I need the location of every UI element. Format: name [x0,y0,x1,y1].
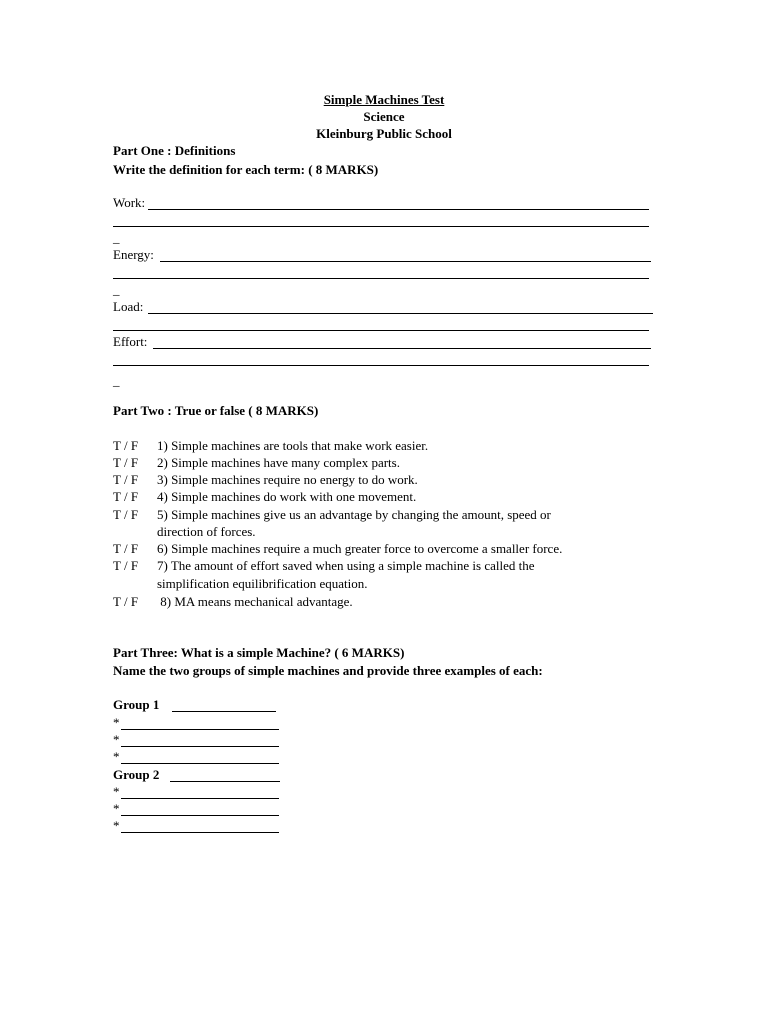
tf-choice-8[interactable]: T / F [113,594,139,609]
tf-choice-7[interactable]: T / F [113,558,139,573]
subject-line: Science [363,109,405,124]
bullet: * [113,818,120,833]
part-one-heading: Part One : Definitions [113,143,236,158]
bullet: * [113,732,120,747]
term-energy-label: Energy: [113,247,154,262]
bullet: * [113,715,120,730]
effort-answer-line[interactable] [153,348,651,349]
question-5-continued: direction of forces. [157,524,256,539]
load-answer-line[interactable] [148,313,653,314]
question-6: 6) Simple machines require a much greater force to overcome a smaller force. [157,541,563,556]
stray-underscore-2: _ [113,282,120,297]
energy-answer-line-2[interactable] [113,278,649,279]
group-1-name-line[interactable] [172,711,276,712]
tf-choice-6[interactable]: T / F [113,541,139,556]
test-title: Simple Machines Test [323,92,445,107]
question-2: 2) Simple machines have many complex parts. [157,455,400,470]
school-name: Kleinburg Public School [316,126,452,141]
question-3: 3) Simple machines require no energy to do work. [157,472,418,487]
part-three-heading: Part Three: What is a simple Machine? ( 6 MARKS) [113,645,405,660]
question-4: 4) Simple machines do work with one movement. [157,489,417,504]
part-two-heading: Part Two : True or false ( 8 MARKS) [113,403,319,418]
effort-answer-line-2[interactable] [113,365,649,366]
group-2-label: Group 2 [113,767,160,782]
work-answer-line[interactable] [148,209,649,210]
term-load-label: Load: [113,299,144,314]
group-2-example-2-line[interactable] [121,815,279,816]
tf-choice-4[interactable]: T / F [113,489,139,504]
term-effort-label: Effort: [113,334,148,349]
group-2-example-3-line[interactable] [121,832,279,833]
group-1-label: Group 1 [113,697,160,712]
term-work-label: Work: [113,195,146,210]
tf-choice-5[interactable]: T / F [113,507,139,522]
group-1-example-2-line[interactable] [121,746,279,747]
tf-choice-1[interactable]: T / F [113,438,139,453]
bullet: * [113,749,120,764]
bullet: * [113,801,120,816]
load-answer-line-2[interactable] [113,330,649,331]
tf-choice-2[interactable]: T / F [113,455,139,470]
question-5: 5) Simple machines give us an advantage by changing the amount, speed or [157,507,551,522]
stray-underscore-3: _ [113,373,120,388]
group-2-name-line[interactable] [170,781,280,782]
energy-answer-line[interactable] [160,261,651,262]
part-three-instruction: Name the two groups of simple machines and provide three examples of each: [113,663,543,678]
group-1-example-3-line[interactable] [121,763,279,764]
bullet: * [113,784,120,799]
question-8: 8) MA means mechanical advantage. [157,594,353,609]
part-one-instruction: Write the definition for each term: ( 8 MARKS) [113,162,379,177]
tf-choice-3[interactable]: T / F [113,472,139,487]
stray-underscore-1: _ [113,230,120,245]
group-1-example-1-line[interactable] [121,729,279,730]
question-1: 1) Simple machines are tools that make work easier. [157,438,429,453]
question-7-continued: simplification equilibrification equation. [157,576,368,591]
group-2-example-1-line[interactable] [121,798,279,799]
question-7: 7) The amount of effort saved when using a simple machine is called the [157,558,535,573]
work-answer-line-2[interactable] [113,226,649,227]
